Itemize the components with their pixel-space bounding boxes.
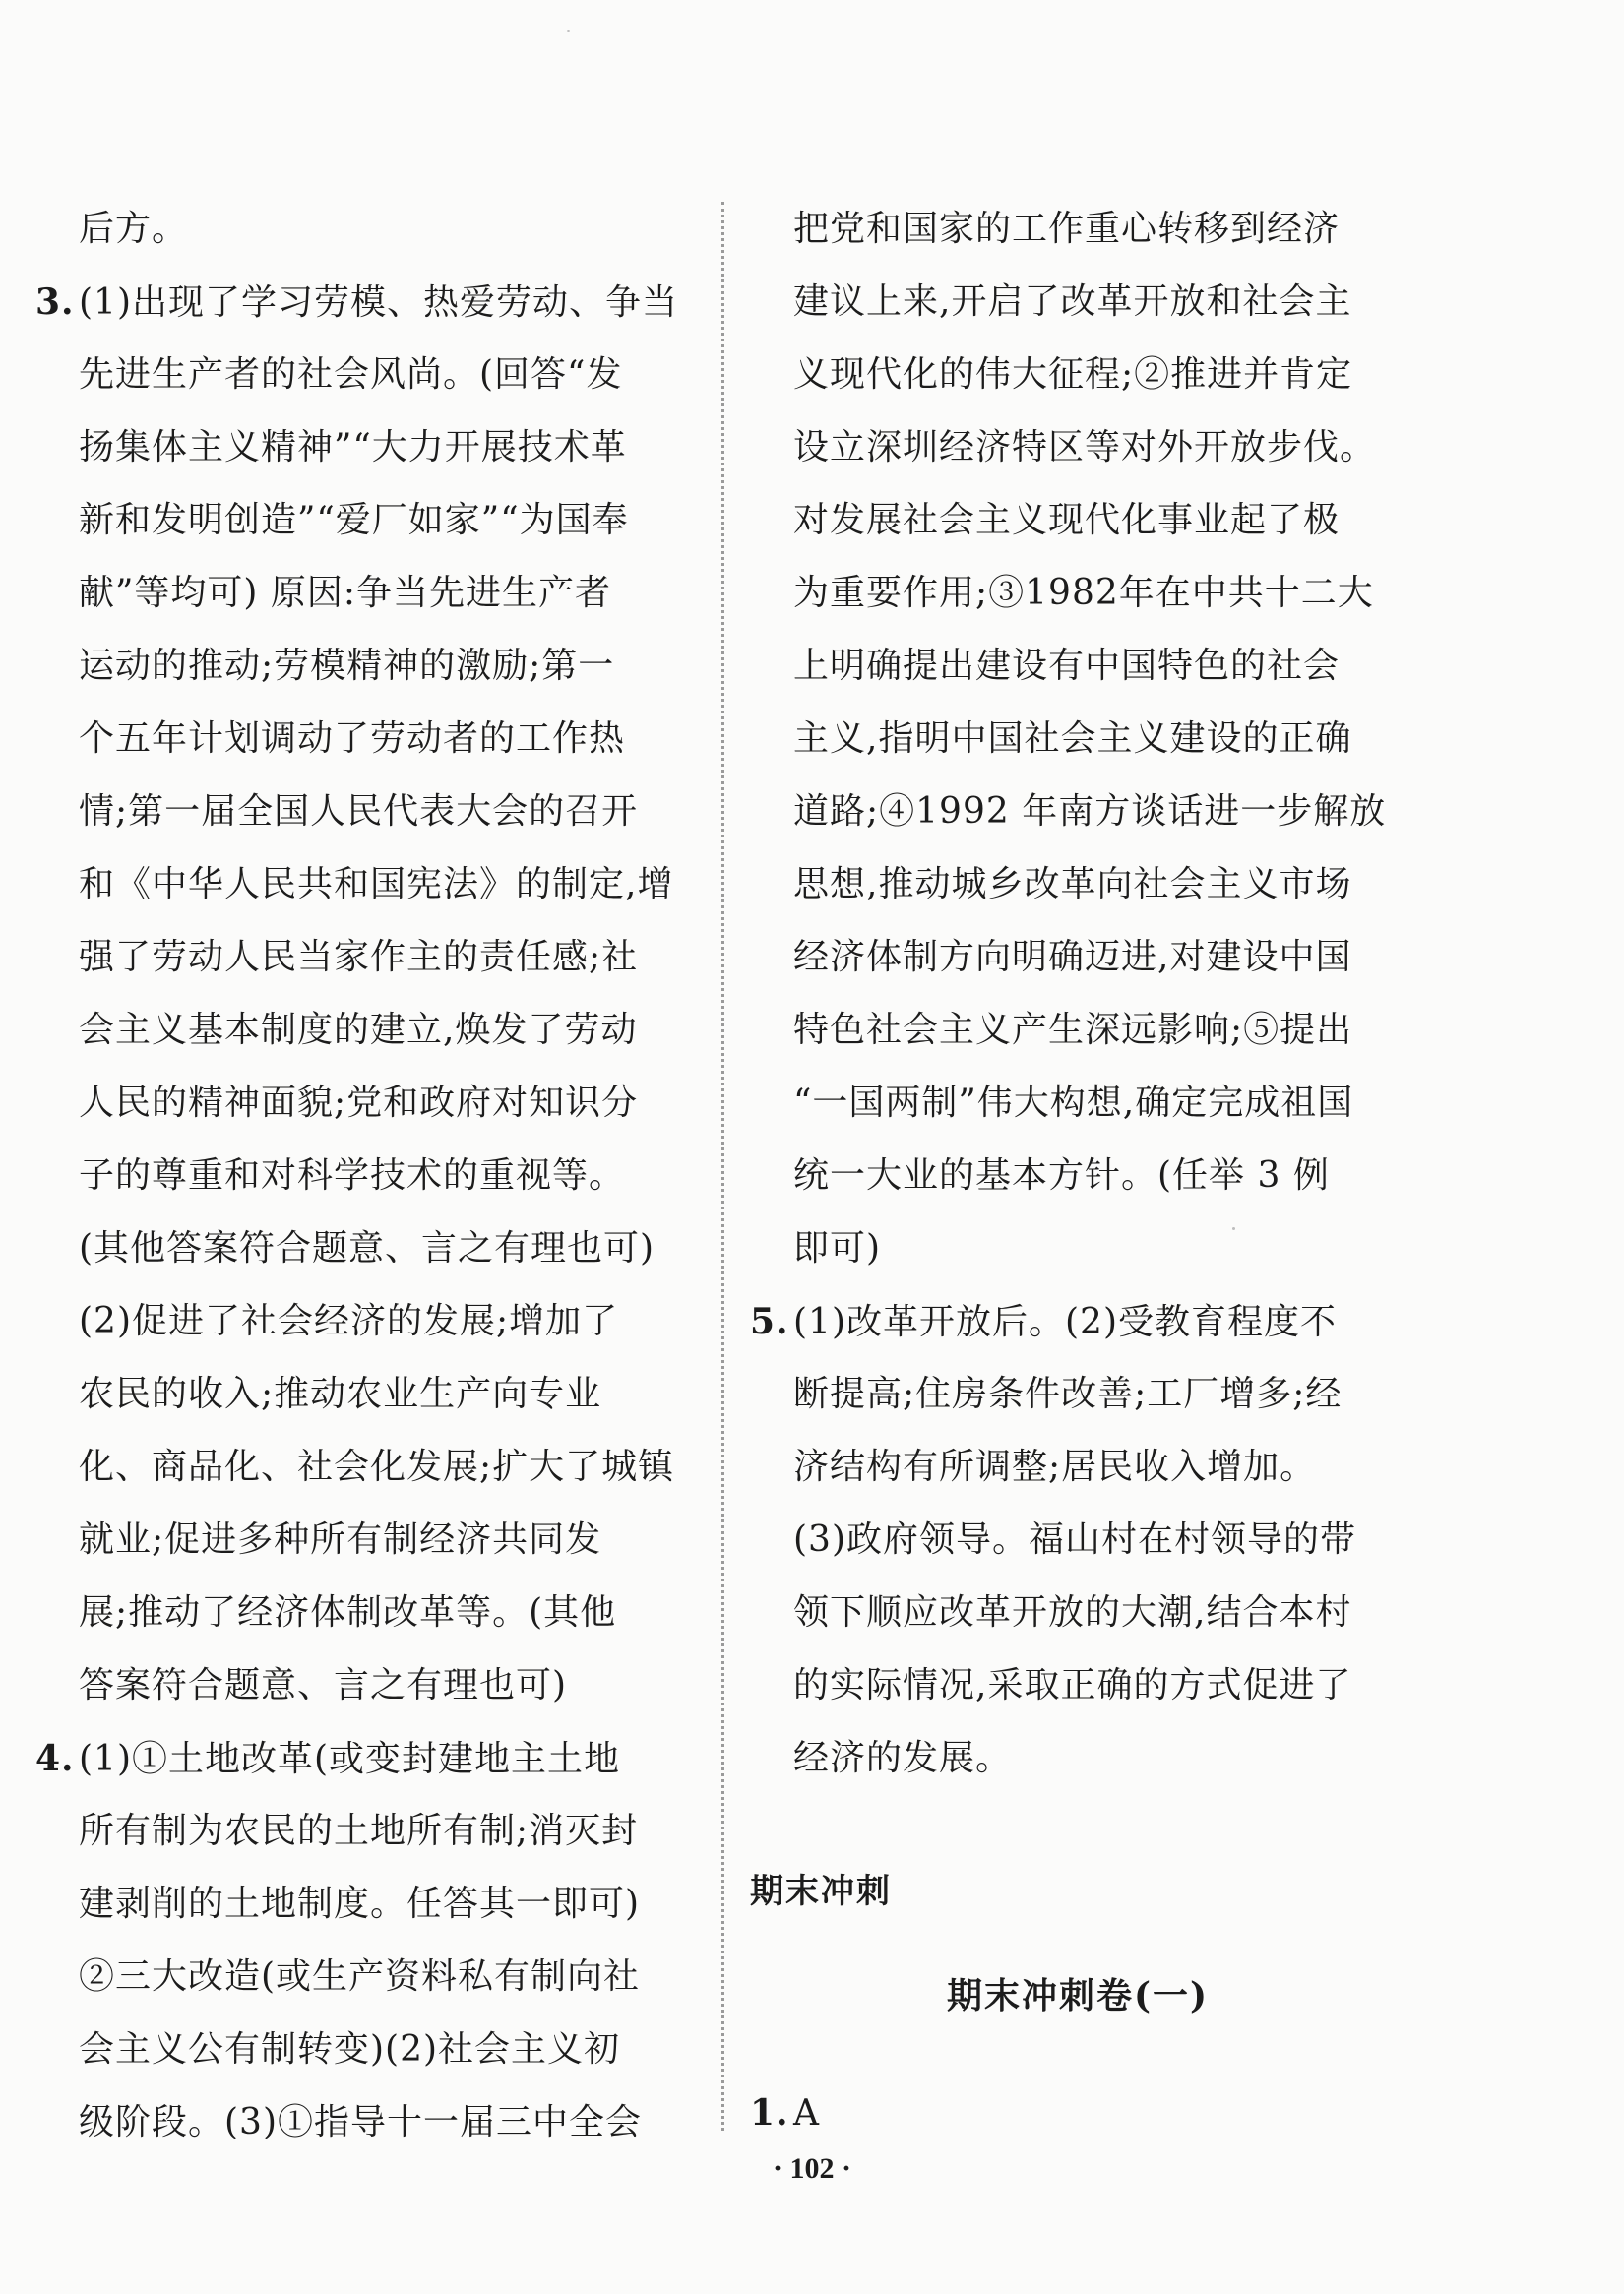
left-text-line (35, 266, 693, 339)
column-divider (721, 202, 724, 2131)
answer-text: 断提高;住房条件改善;工厂增多;经 (793, 1374, 1343, 1414)
right-text-line (750, 1431, 1409, 1504)
answer-text: 扬集体主义精神”“大力开展技术革 (79, 427, 627, 467)
answer-text: 会主义基本制度的建立,焕发了劳动 (79, 1010, 638, 1050)
answer-text: 就业;促进多种所有制经济共同发 (79, 1519, 602, 1560)
answer-text: ②三大改造(或生产资料私有制向社 (79, 1956, 641, 1997)
left-text-line (35, 2014, 693, 2086)
left-text-line (35, 411, 693, 484)
right-text-line (750, 1285, 1409, 1358)
left-text-line (35, 2086, 693, 2159)
answer-text: 领下顺应改革开放的大潮,结合本村 (793, 1592, 1352, 1633)
right-text-line (750, 848, 1409, 921)
answer-text: 子的尊重和对科学技术的重视等。 (79, 1155, 626, 1196)
answer-text: 建剥削的土地制度。任答其一即可) (79, 1884, 641, 1924)
answer-text: 的实际情况,采取正确的方式促进了 (793, 1665, 1352, 1705)
answer-text: 级阶段。(3)①指导十一届三中全会 (79, 2102, 642, 2142)
answer-text: 道路;④1992 年南方谈话进一步解放 (793, 791, 1387, 832)
right-text-line (750, 339, 1409, 411)
section-heading: 期末冲刺 (750, 1872, 892, 1911)
scan-speck (1232, 1227, 1235, 1230)
left-text-line (35, 193, 693, 266)
right-text-line (750, 266, 1409, 339)
answer-text: 化、商品化、社会化发展;扩大了城镇 (79, 1447, 675, 1487)
left-text-line (35, 1577, 693, 1649)
left-text-line (35, 1941, 693, 2014)
left-text-line (35, 1285, 693, 1358)
question-number: 3. (35, 281, 75, 323)
answer-text: 强了劳动人民当家作主的责任感;社 (79, 937, 639, 977)
answer-text: 即可) (793, 1228, 882, 1269)
answer-text: 运动的推动;劳模精神的激励;第一 (79, 646, 615, 686)
right-text-line (750, 484, 1409, 557)
left-text-line (35, 1504, 693, 1577)
left-text-line (35, 703, 693, 775)
answer-text: 情;第一届全国人民代表大会的召开 (79, 791, 639, 832)
right-text-line (750, 703, 1409, 775)
answer-text: 和《中华人民共和国宪法》的制定,增 (79, 864, 674, 904)
answer-1-number: 1. (750, 2092, 789, 2134)
answer-text: 所有制为农民的土地所有制;消灭封 (79, 1811, 639, 1851)
left-text-line (35, 1067, 693, 1140)
left-text-line (35, 1212, 693, 1285)
left-text-line (35, 994, 693, 1067)
right-text-line (750, 1140, 1409, 1212)
right-text-line (750, 1649, 1409, 1722)
answer-text: “一国两制”伟大构想,确定完成祖国 (793, 1083, 1354, 1123)
answer-text: 献”等均可) 原因:争当先进生产者 (79, 573, 612, 613)
answer-text: 统一大业的基本方针。(任举 3 例 (793, 1155, 1330, 1196)
answer-text: 义现代化的伟大征程;②推进并肯定 (793, 354, 1353, 395)
answer-text: (3)政府领导。福山村在村领导的带 (793, 1519, 1356, 1560)
answer-1-text: A (793, 2093, 820, 2134)
answer-text: (1)①土地改革(或变封建地主土地 (79, 1739, 621, 1779)
answer-text: 主义,指明中国社会主义建设的正确 (793, 718, 1352, 759)
left-text-line (35, 1868, 693, 1941)
left-text-line (35, 1649, 693, 1722)
answer-text: 新和发明创造”“爱厂如家”“为国奉 (79, 500, 629, 540)
left-text-line (35, 775, 693, 848)
answer-text: 先进生产者的社会风尚。(回答“发 (79, 354, 623, 395)
answer-text: (其他答案符合题意、言之有理也可) (79, 1228, 656, 1269)
answer-text: (1)出现了学习劳模、热爱劳动、争当 (79, 282, 678, 323)
right-text-line (750, 193, 1409, 266)
question-number: 5. (750, 1301, 789, 1342)
left-text-line (35, 1140, 693, 1212)
right-text-line (750, 1067, 1409, 1140)
answer-text: (1)改革开放后。(2)受教育程度不 (793, 1302, 1337, 1342)
answer-text: 济结构有所调整;居民收入增加。 (793, 1447, 1317, 1487)
scan-speck (567, 30, 570, 32)
answer-text: 上明确提出建设有中国特色的社会 (793, 646, 1341, 686)
answer-text: 建议上来,开启了改革开放和社会主 (793, 281, 1352, 322)
left-text-line (35, 1722, 693, 1795)
right-text-line (750, 557, 1409, 630)
answer-text: 把党和国家的工作重心转移到经济 (793, 209, 1341, 249)
right-text-line (750, 630, 1409, 703)
right-text-line (750, 1212, 1409, 1285)
exam-title: 期末冲刺卷(一) (946, 1975, 1210, 2016)
right-text-line (750, 775, 1409, 848)
left-text-line (35, 484, 693, 557)
right-text-line (750, 921, 1409, 994)
left-text-line (35, 557, 693, 630)
answer-text: 对发展社会主义现代化事业起了极 (793, 500, 1341, 540)
left-text-line (35, 1358, 693, 1431)
answer-text: (2)促进了社会经济的发展;增加了 (79, 1301, 619, 1341)
answer-text: 设立深圳经济特区等对外开放步伐。 (793, 427, 1377, 467)
answer-text: 会主义公有制转变)(2)社会主义初 (79, 2029, 621, 2070)
answer-text: 思想,推动城乡改革向社会主义市场 (793, 864, 1352, 904)
answer-text: 人民的精神面貌;党和政府对知识分 (79, 1083, 639, 1123)
page-number: · 102 · (772, 2152, 851, 2185)
left-text-line (35, 1431, 693, 1504)
answer-text: 特色社会主义产生深远影响;⑤提出 (793, 1010, 1353, 1050)
answer-text: 个五年计划调动了劳动者的工作热 (79, 718, 626, 759)
left-text-line (35, 630, 693, 703)
right-text-line (750, 1722, 1409, 1795)
right-text-line (750, 994, 1409, 1067)
answer-text: 为重要作用;③1982年在中共十二大 (793, 573, 1374, 613)
right-text-line (750, 1358, 1409, 1431)
answer-1-line (750, 2077, 1409, 2149)
question-number: 4. (35, 1738, 75, 1779)
left-text-line (35, 921, 693, 994)
left-text-line (35, 848, 693, 921)
left-text-line (35, 339, 693, 411)
right-text-line (750, 1504, 1409, 1577)
left-text-line (35, 1795, 693, 1868)
answer-text: 农民的收入;推动农业生产向专业 (79, 1374, 602, 1414)
answer-text: 经济的发展。 (793, 1738, 1013, 1778)
answer-text: 经济体制方向明确迈进,对建设中国 (793, 937, 1352, 977)
right-text-line (750, 411, 1409, 484)
right-text-line (750, 1577, 1409, 1649)
answer-text: 展;推动了经济体制改革等。(其他 (79, 1592, 617, 1633)
answer-text: 答案符合题意、言之有理也可) (79, 1665, 568, 1705)
answer-text: 后方。 (79, 209, 189, 249)
